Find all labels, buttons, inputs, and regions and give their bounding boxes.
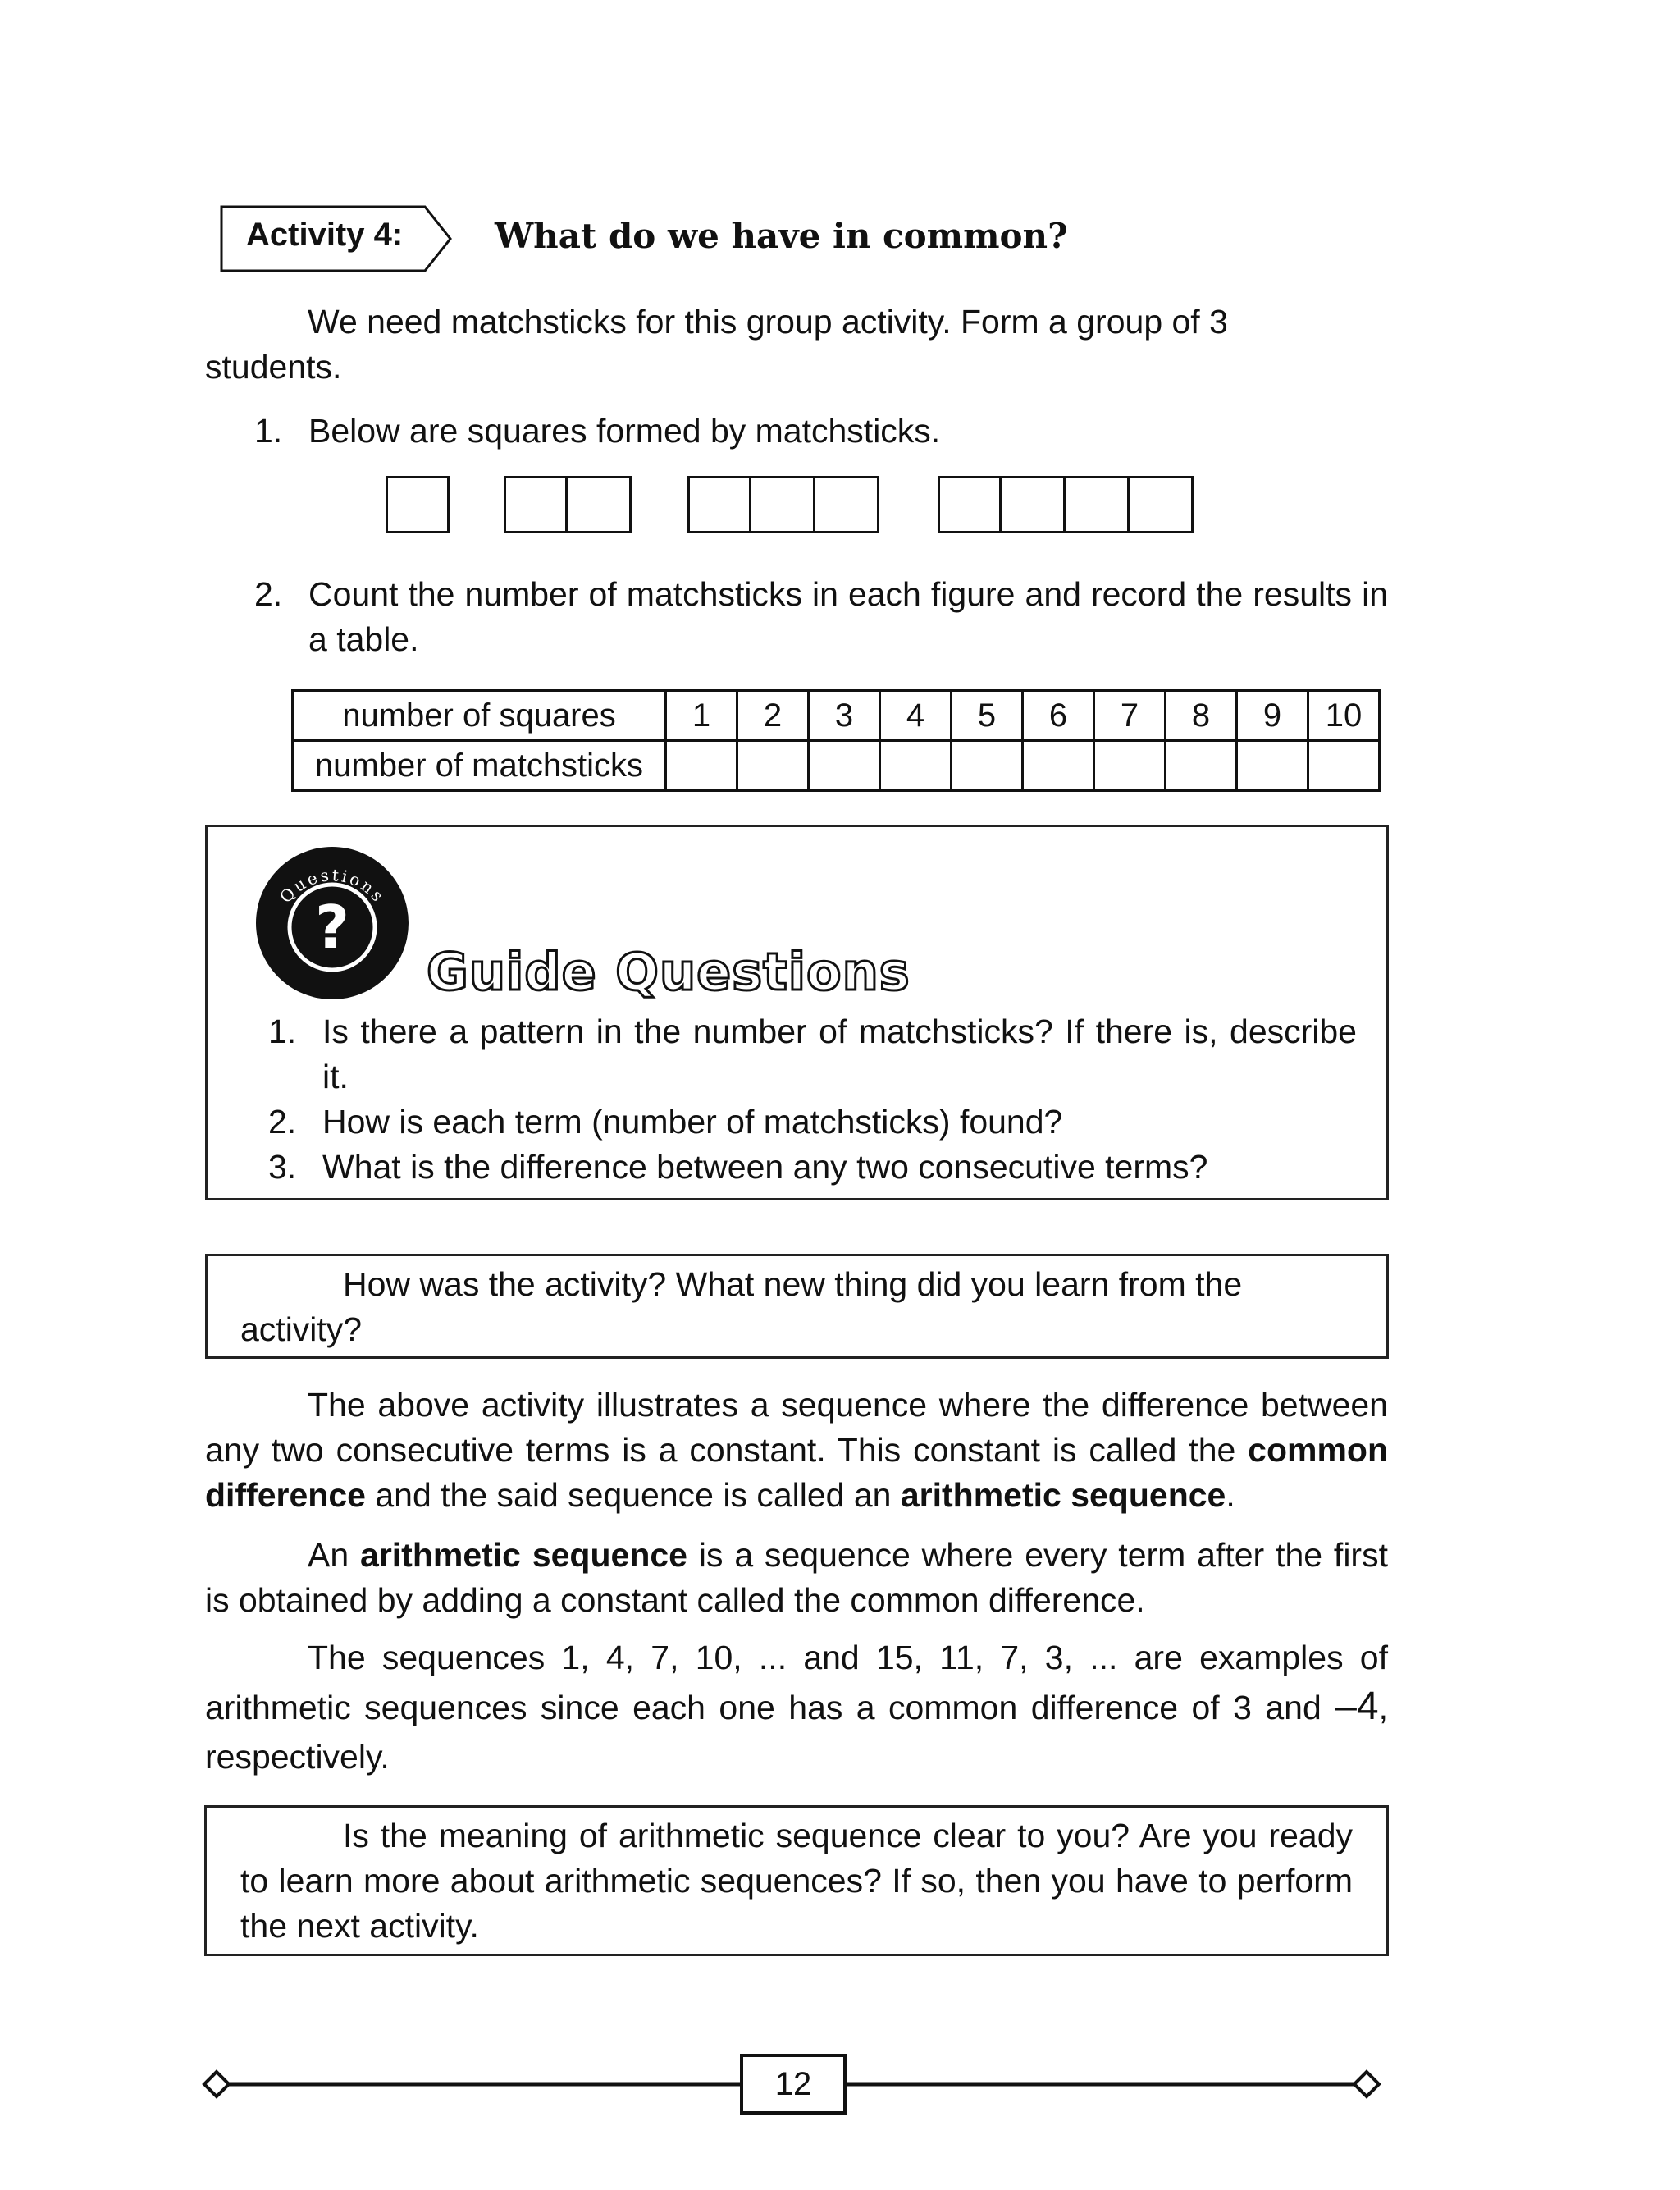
blank-answer-cell[interactable] (952, 741, 1023, 791)
paragraph-text: is a sequence where every term after the first is obtained by adding a constant called the common difference. (205, 1536, 1388, 1619)
column-header: 3 (809, 691, 880, 741)
table-row (293, 741, 1380, 791)
blank-answer-cell[interactable] (1308, 741, 1380, 791)
column-header: 5 (952, 691, 1023, 741)
reflection-line-1: How was the activity? What new thing did you learn from the (343, 1265, 1243, 1303)
matchstick-square (749, 476, 815, 533)
row-header-squares: number of squares (293, 691, 666, 741)
column-header: 2 (737, 691, 809, 741)
column-header: 4 (880, 691, 952, 741)
blank-answer-cell[interactable] (809, 741, 880, 791)
intro-line-1: We need matchsticks for this group activity. Form a group of 3 (308, 303, 1228, 341)
activity-title: What do we have in common? (495, 216, 1068, 256)
blank-answer-cell[interactable] (1094, 741, 1166, 791)
explanation-paragraph-1 (205, 1383, 1388, 1518)
square-figure-4 (938, 476, 1194, 533)
matchstick-square (1063, 476, 1130, 533)
question-text: Is there a pattern in the number of matchsticks? If there is, describe it. (322, 1013, 1357, 1095)
question-number: 1. (268, 1013, 297, 1050)
readiness-text: Is the meaning of arithmetic sequence clear to you? Are you ready to learn more about arithmetic sequences? If so, then you have to perform the next activity. (240, 1817, 1353, 1945)
step-text: Count the number of matchsticks in each figure and record the results in a table. (308, 575, 1388, 658)
question-text: How is each term (number of matchsticks) found? (322, 1103, 1063, 1141)
column-header: 6 (1023, 691, 1094, 741)
column-header: 8 (1166, 691, 1237, 741)
paragraph-text: The sequences 1, 4, 7, 10, ... and 15, 11, 7, 3, ... are examples of arithmetic sequences since each one has a common difference of 3 and (205, 1639, 1388, 1726)
matchstick-square (565, 476, 632, 533)
column-header: 1 (666, 691, 737, 741)
matchstick-square (999, 476, 1066, 533)
blank-answer-cell[interactable] (666, 741, 737, 791)
square-figure-1 (386, 476, 450, 533)
paragraph-text: , respectively. (205, 1689, 1388, 1776)
matchstick-square (1127, 476, 1194, 533)
questions-badge-icon (254, 845, 410, 1001)
negative-four: –4 (1335, 1685, 1379, 1728)
reflection-line-2: activity? (240, 1310, 363, 1348)
explanation-paragraph-2 (205, 1533, 1388, 1623)
explanation-paragraph-3 (205, 1633, 1388, 1781)
matchstick-square (504, 476, 568, 533)
blank-answer-cell[interactable] (1023, 741, 1094, 791)
guide-question-3 (268, 1145, 1357, 1190)
blank-answer-cell[interactable] (1237, 741, 1308, 791)
blank-answer-cell[interactable] (1166, 741, 1237, 791)
square-figure-2 (504, 476, 632, 533)
term-arithmetic-sequence: arithmetic sequence (900, 1476, 1226, 1514)
table-row (293, 691, 1380, 741)
guide-question-2 (268, 1100, 1357, 1145)
column-header: 10 (1308, 691, 1380, 741)
term-arithmetic-sequence: arithmetic sequence (360, 1536, 687, 1574)
badge-ring-text: Questions (276, 865, 390, 908)
matchstick-square (813, 476, 879, 533)
guide-questions-title: Guide Questions (427, 942, 911, 1002)
step-number: 2. (254, 575, 283, 613)
diamond-left-icon (204, 2072, 229, 2096)
diamond-right-icon (1354, 2072, 1379, 2096)
paragraph-text: and the said sequence is called an (365, 1476, 901, 1514)
question-number: 2. (268, 1103, 297, 1141)
matchstick-record-table (291, 689, 1381, 792)
matchstick-square (386, 476, 450, 533)
blank-answer-cell[interactable] (880, 741, 952, 791)
matchstick-square (687, 476, 751, 533)
row-header-matchsticks: number of matchsticks (293, 741, 666, 791)
intro-line-2: students. (205, 348, 342, 386)
step-1 (254, 409, 1388, 454)
column-header: 9 (1237, 691, 1308, 741)
step-number: 1. (254, 412, 283, 450)
guide-question-1 (268, 1009, 1357, 1100)
question-text: What is the difference between any two consecutive terms? (322, 1148, 1208, 1186)
matchstick-square (938, 476, 1002, 533)
badge-question-mark: ? (315, 893, 349, 962)
paragraph-text: . (1226, 1476, 1235, 1514)
page-number: 12 (740, 2054, 847, 2115)
paragraph-text: An (308, 1536, 361, 1574)
column-header: 7 (1094, 691, 1166, 741)
paragraph-text: The above activity illustrates a sequence where the difference between any two consecutive terms is a constant. This constant is called the (205, 1386, 1388, 1469)
step-text: Below are squares formed by matchsticks. (308, 412, 941, 450)
activity-label: Activity 4: (246, 217, 404, 253)
term-common-difference: common difference (205, 1431, 1388, 1514)
blank-answer-cell[interactable] (737, 741, 809, 791)
square-figure-3 (687, 476, 879, 533)
question-number: 3. (268, 1148, 297, 1186)
step-2 (254, 572, 1388, 662)
